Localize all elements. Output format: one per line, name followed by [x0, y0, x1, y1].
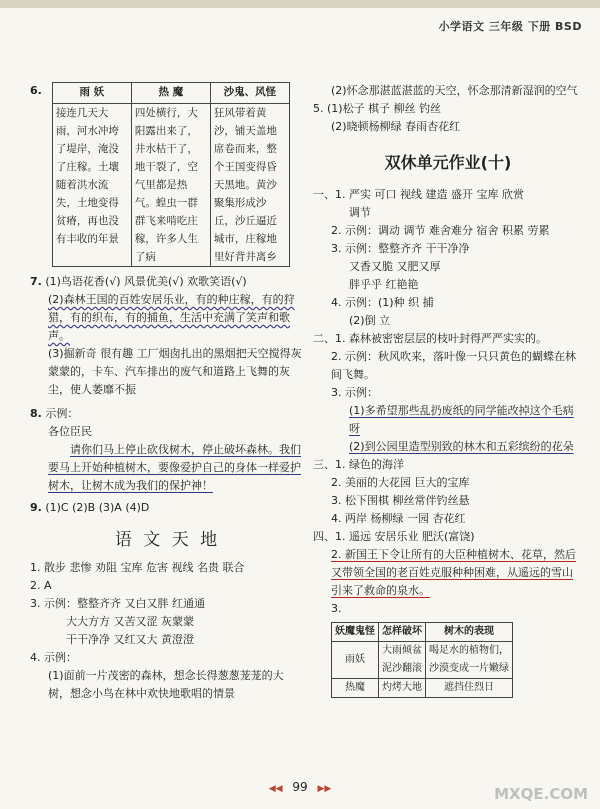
q9-number: 9.	[30, 501, 42, 514]
answer-c1: 三、1. 绿色的海洋	[313, 458, 404, 471]
right-line-r1: (2)怀念那湛蓝湛蓝的天空，怀念那清新湿润的空气	[331, 84, 578, 97]
answer-a2: 2. 示例：调动 调节 难舍难分 宿舍 积累 劳累	[331, 224, 550, 237]
next-page-arrows[interactable]: ▶▶	[317, 784, 332, 794]
q3-row2-col3: 遮挡住烈日	[426, 679, 513, 698]
q8-line-1: 示例：	[45, 407, 79, 420]
q7-line-1: (1)鸟语花香(√) 风景优美(√) 欢歌笑语(√)	[45, 275, 247, 288]
yuwen-title: 语 文 天 地	[114, 530, 221, 550]
answer-a4: 4. 示例：(1)种 织 捕	[331, 296, 434, 309]
q6	[30, 82, 305, 267]
right-line-r3: (2)晓顿杨柳绿 春雨杏花红	[331, 120, 461, 133]
q6-header-2: 热 魔	[131, 83, 210, 104]
q3-header-1: 妖魔鬼怪	[332, 623, 379, 642]
top-bar	[0, 0, 600, 8]
answer-c3: 3. 松下围棋 柳丝常伴钓丝悬	[331, 494, 470, 507]
watermark: MXQE.COM	[494, 785, 588, 803]
answer-d1: 四、1. 遥远 安居乐业 肥沃(富饶)	[313, 530, 475, 543]
yuwen-line-1: 1. 散步 悲惨 劝阻 宝库 危害 视线 名贵 联合	[30, 561, 245, 574]
q3-row2-col2: 灼烤大地	[379, 679, 426, 698]
q3-row1-col1: 雨妖	[332, 642, 379, 679]
right-column	[313, 82, 583, 698]
answer-a3c: 胖乎乎 红艳艳	[349, 278, 419, 291]
answer-c2: 2. 美丽的大花园 巨大的宝库	[331, 476, 470, 489]
right-line-r2: 5. (1)松子 棋子 柳丝 钓丝	[313, 102, 442, 115]
q7-line-3: (3)掘新奇 很有趣 工厂烟囱扎出的黑烟把天空搅得灰蒙蒙的，卡车、汽车排出的废气和道路上飞舞的灰尘，使人萎靡不振	[48, 347, 302, 396]
answer-b2: 2. 示例：秋风吹来，落叶像一只只黄色的蝴蝶在林间飞舞。	[331, 350, 576, 381]
yuwen-line-6: 4. 示例：	[30, 651, 77, 664]
q6-header-1: 雨 妖	[52, 83, 131, 104]
answer-b3a: (1)多希望那些乱扔废纸的同学能改掉这个毛病呀	[349, 404, 574, 435]
answer-a3: 3. 示例：整整齐齐 干干净净	[331, 242, 470, 255]
q6-table	[52, 82, 290, 267]
homework-title: 双休单元作业(十)	[384, 153, 512, 172]
q8-line-2: 各位臣民	[48, 425, 92, 438]
q6-cell-1: 接连几天大雨，河水冲垮了堤岸，淹没了庄稼。土壤随着洪水流失，土地变得贫瘠，再也没有丰收的年景	[55, 107, 119, 245]
yuwen-line-7: (1)面前一片茂密的森林，想念长得葱葱茏茏的大树，想念小鸟在林中欢快地歌唱的情景	[48, 669, 284, 700]
q3-header-3: 树木的表现	[426, 623, 513, 642]
q6-cell-3: 狂风带着黄沙，铺天盖地席卷而来，整个王国变得昏天黑地。黄沙聚集形成沙丘，沙丘逼近城市，庄稼地里好背井离乡	[213, 107, 277, 263]
answer-b3b: (2)到公园里造型别致的林木和五彩缤纷的花朵	[349, 440, 574, 453]
answer-d3: 3.	[331, 602, 342, 615]
answer-c4: 4. 两岸 杨柳绿 一园 杏花红	[331, 512, 466, 525]
left-column	[30, 82, 305, 703]
q6-header-3: 沙鬼、风怪	[210, 83, 289, 104]
yuwen-line-4: 大大方方 又苦又涩 灰蒙蒙	[66, 615, 194, 628]
q9	[30, 499, 305, 517]
answer-d2: 2. 新国王下令让所有的大臣种植树木、花草，然后又带领全国的老百姓克服种种困难，从遥远的雪山引来了救命的泉水。	[331, 548, 576, 597]
answer-b3: 3. 示例：	[331, 386, 378, 399]
q9-text: (1)C (2)B (3)A (4)D	[45, 501, 150, 514]
answer-b1: 二、1. 森林被密密层层的枝叶封得严严实实的。	[313, 332, 547, 345]
page-number: 99	[292, 780, 308, 794]
yuwen-line-2: 2. A	[30, 579, 52, 592]
answer-a4b: (2)倒 立	[349, 314, 391, 327]
answer-a1: 一、1. 严实 可口 视线 建造 盛开 宝库 欣赏	[313, 188, 524, 201]
q8	[30, 405, 305, 495]
prev-page-arrows[interactable]: ◀◀	[268, 784, 283, 794]
answer-a1b: 调节	[349, 206, 371, 219]
answer-a3b: 又香又脆 又肥又厚	[349, 260, 441, 273]
q3-row1-col2: 大雨倾盆 泥沙翻滚	[379, 642, 426, 679]
q6-cell-2: 四处横行，大阳露出来了，井水枯干了，地干裂了，空气里都是热气。蝗虫一群群飞来啃吃庄稼，许多人生了病	[134, 107, 198, 263]
q3-header-2: 怎样破坏	[379, 623, 426, 642]
yuwen-line-3: 3. 示例：整整齐齐 又白又胖 红通通	[30, 597, 205, 610]
q7	[30, 273, 305, 399]
q7-number: 7.	[30, 275, 42, 288]
q8-body: 请你们马上停止砍伐树木，停止破坏森林。我们要马上开始种植树木，要像爱护自己的身体一样爱护树木，让树木成为我们的保护神！	[48, 443, 301, 492]
q6-number: 6.	[30, 84, 42, 97]
q3-row1-col3: 喝足水的植物们， 沙漠变成一片嫩绿	[426, 642, 513, 679]
q3-row2-col1: 热魔	[332, 679, 379, 698]
page-header: 小学语文 三年级 下册 BSD	[438, 20, 582, 33]
q7-line-2: (2)森林王国的百姓安居乐业，有的种庄稼，有的狩猎，有的织布，有的捕鱼，生活中充满了笑声和歌声。	[48, 293, 295, 342]
q3-table	[331, 622, 513, 698]
q8-number: 8.	[30, 407, 42, 420]
yuwen-line-5: 干干净净 又红又大 黄澄澄	[66, 633, 194, 646]
